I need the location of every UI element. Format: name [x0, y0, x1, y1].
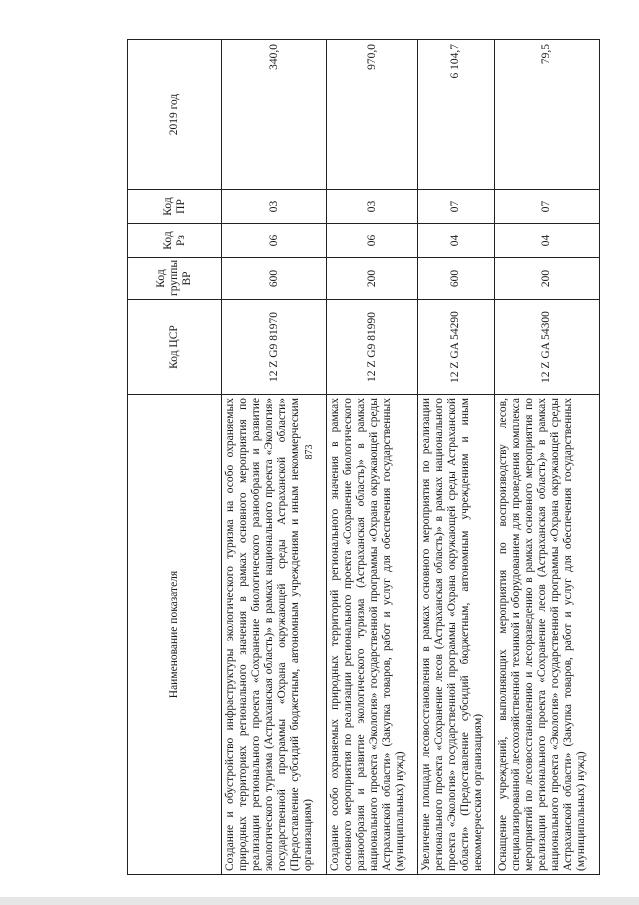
- row-vr: 200: [494, 258, 599, 300]
- row-pr: 03: [327, 190, 418, 224]
- row-vr: 200: [327, 258, 418, 300]
- budget-table: [127, 39, 600, 875]
- scan-edge: [0, 897, 639, 905]
- rotated-document: [127, 40, 600, 875]
- row-name: Создание особо охраняемых природных территорий регионального значения в рамках основного мероприятия по реализации регионального проекта «Сохранение биологического разнообразия и развитие экологического туризма (Астраханская область)» в рамках национального проекта «Экология» государственной программы «Охрана окружающей среды Астраханской области» (Закупка товаров, работ и услуг для обеспечения государственных (муниципальных) нужд): [327, 395, 418, 875]
- row-rz: 06: [327, 224, 418, 258]
- header-vr: Код группы ВР: [128, 258, 222, 300]
- row-amount: 340,0: [222, 40, 327, 190]
- row-name: Увеличение площади лесовосстановления в рамках основного мероприятия по реализации регионального проекта «Сохранение лесов (Астраханская область)» в рамках национального проекта «Экология» государственной программы «Охрана окружающей среды Астраханской области» (Предоставление субсидий бюджетным, автономным учреждениям и иным некоммерческим организациям): [418, 395, 495, 875]
- page-number: 873: [304, 444, 315, 460]
- header-csr: Код ЦСР: [128, 300, 222, 395]
- table-row: [222, 40, 327, 875]
- row-csr: 12 Z GA 54300: [494, 300, 599, 395]
- row-vr: 600: [418, 258, 495, 300]
- row-name: Оснащение учреждений, выполняющих мероприятия по воспроизводству лесов, специализированной лесохозяйственной техникой и оборудованием для проведения комплекса мероприятий по лесовосстановлению и лесоразведению в рамках основного мероприятия по реализации регионального проекта «Сохранение лесов (Астраханская область)» в рамках национального проекта «Экология» государственной программы «Охрана окружающей среды Астраханской области» (Закупка товаров, работ и услуг для обеспечения государственных (муниципальных) нужд): [494, 395, 599, 875]
- row-amount: 970,0: [327, 40, 418, 190]
- row-rz: 04: [494, 224, 599, 258]
- row-amount: 79,5: [494, 40, 599, 190]
- row-rz: 04: [418, 224, 495, 258]
- row-amount: 6 104,7: [418, 40, 495, 190]
- table-row: [494, 40, 599, 875]
- header-name: Наименование показателя: [128, 395, 222, 875]
- row-vr: 600: [222, 258, 327, 300]
- row-rz: 06: [222, 224, 327, 258]
- header-pr: Код ПР: [128, 190, 222, 224]
- header-year: 2019 год: [128, 40, 222, 190]
- row-csr: 12 Z G9 81970: [222, 300, 327, 395]
- table-row: [418, 40, 495, 875]
- header-rz: Код Рз: [128, 224, 222, 258]
- table-row: [327, 40, 418, 875]
- row-pr: 03: [222, 190, 327, 224]
- row-pr: 07: [418, 190, 495, 224]
- row-csr: 12 Z GA 54290: [418, 300, 495, 395]
- row-pr: 07: [494, 190, 599, 224]
- row-csr: 12 Z G9 81990: [327, 300, 418, 395]
- row-name: Создание и обустройство инфраструктуры экологического туризма на особо охраняемых природных территориях регионального значения в рамках основного мероприятия по реализации регионального проекта «Сохранение биологического разнообразия и развитие экологического туризма (Астраханская область)» в рамках национального проекта «Экология» государственной программы «Охрана окружающей среды Астраханской области» (Предоставление субсидий бюджетным, автономным учреждениям и иным некоммерческим организациям): [222, 395, 327, 875]
- table-header-row: [128, 40, 222, 875]
